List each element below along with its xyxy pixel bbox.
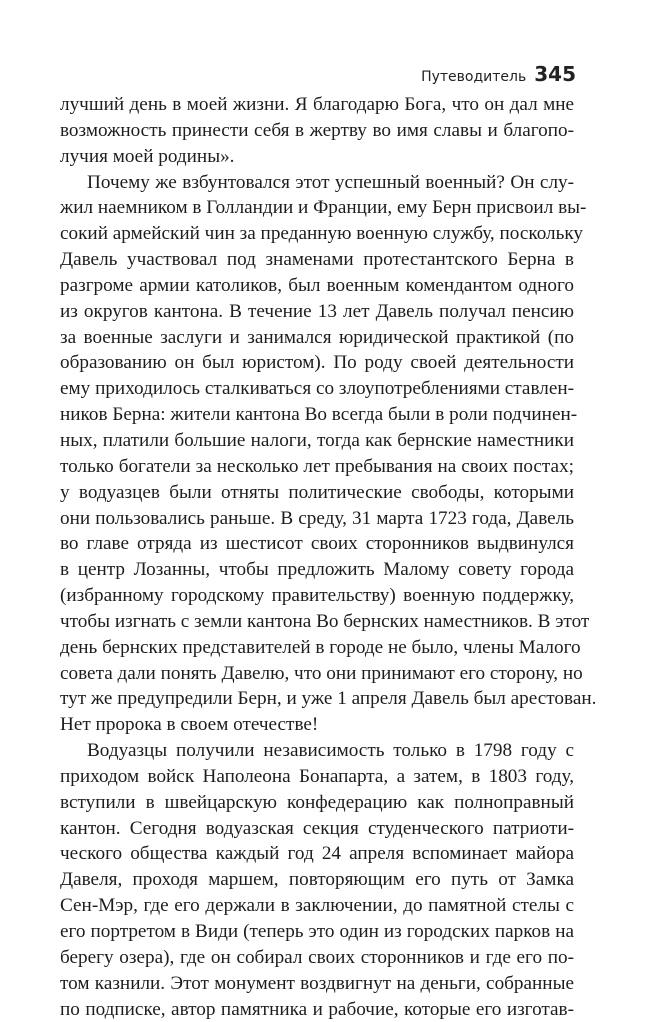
text-line: возможность принести себя в жертву во имя славы и благопо- xyxy=(60,119,574,141)
text-line: жил наемником в Голландии и Франции, ему Берн присвоил вы- xyxy=(60,197,587,219)
body-text xyxy=(60,92,597,1022)
text-line: сокий армейский чин за преданную военную службу, поскольку xyxy=(60,223,584,245)
page-number: 345 xyxy=(534,62,576,86)
text-line: из округов кантона. В течение 13 лет Давель получал пенсию xyxy=(60,300,574,322)
text-line: Давель участвовал под знаменами протестантского Берна в xyxy=(60,249,574,271)
text-line: у водуазцев были отняты политические свободы, которыми xyxy=(60,481,574,503)
text-line: Сен-Мэр, где его держали в заключении, до памятной стелы с xyxy=(60,895,574,917)
text-line: ческого общества каждый год 24 апреля вспоминает майора xyxy=(60,843,574,865)
text-line: лучший день в моей жизни. Я благодарю Бога, что он дал мне xyxy=(60,94,574,115)
paragraph-first-line: Водуазцы получили независимость только в 1798 году с xyxy=(87,740,574,762)
section-title: Путеводитель xyxy=(421,69,527,85)
paragraph-first-line: Почему же взбунтовался этот успешный военный? Он слу- xyxy=(87,171,574,193)
text-line: образованию он был юристом). По роду своей деятельности xyxy=(60,352,574,374)
text-line: вступили в швейцарскую конфедерацию как полноправный xyxy=(60,791,574,813)
text-line: чтобы изгнать с земли кантона Во бернских наместников. В этот xyxy=(60,610,590,632)
text-line: ных, платили большие налоги, тогда как бернские наместники xyxy=(60,429,574,451)
text-line: лучия моей родины». xyxy=(60,145,235,167)
text-line: ников Берна: жители кантона Во всегда были в роли подчинен- xyxy=(60,404,578,426)
text-line: приходом войск Наполеона Бонапарта, а затем, в 1803 году, xyxy=(60,765,574,787)
text-line: кантон. Сегодня водуазская секция студенческого патриоти- xyxy=(60,817,574,839)
text-line: только богатели за несколько лет пребывания на своих постах; xyxy=(60,455,574,477)
text-line: Нет пророка в своем отечестве! xyxy=(60,714,319,736)
running-header xyxy=(421,62,576,86)
text-line: в центр Лозанны, чтобы предложить Малому совету города xyxy=(60,559,574,581)
text-line: за военные заслуги и занимался юридической практикой (по xyxy=(60,326,574,348)
text-line: они пользовались раньше. В среду, 31 марта 1723 года, Давель xyxy=(60,507,574,529)
text-line: берегу озера), где он собирал своих сторонников и где его по- xyxy=(60,946,574,968)
text-line: тут же предупредили Берн, и уже 1 апреля Давель был арестован. xyxy=(60,688,597,710)
text-line: по подписке, автор памятника и рабочие, которые его изготав- xyxy=(60,998,574,1020)
text-line: (избранному городскому правительству) военную поддержку, xyxy=(60,585,574,607)
text-line: ему приходилось сталкиваться со злоупотреблениями ставлен- xyxy=(60,378,574,400)
text-line: совета дали понять Давелю, что они принимают его сторону, но xyxy=(60,662,583,684)
text-line: Давеля, проходя маршем, повторяющим его путь от Замка xyxy=(60,869,574,891)
text-line: день бернских представителей в городе не было, члены Малого xyxy=(60,636,581,658)
text-line: во главе отряда из шестисот своих сторонников выдвинулся xyxy=(60,533,574,555)
text-line: его портретом в Види (теперь это один из городских парков на xyxy=(60,921,574,942)
text-line: том казнили. Этот монумент воздвигнут на деньги, собранные xyxy=(60,972,574,994)
text-line: разгроме армии католиков, был военным комендантом одного xyxy=(60,274,574,296)
